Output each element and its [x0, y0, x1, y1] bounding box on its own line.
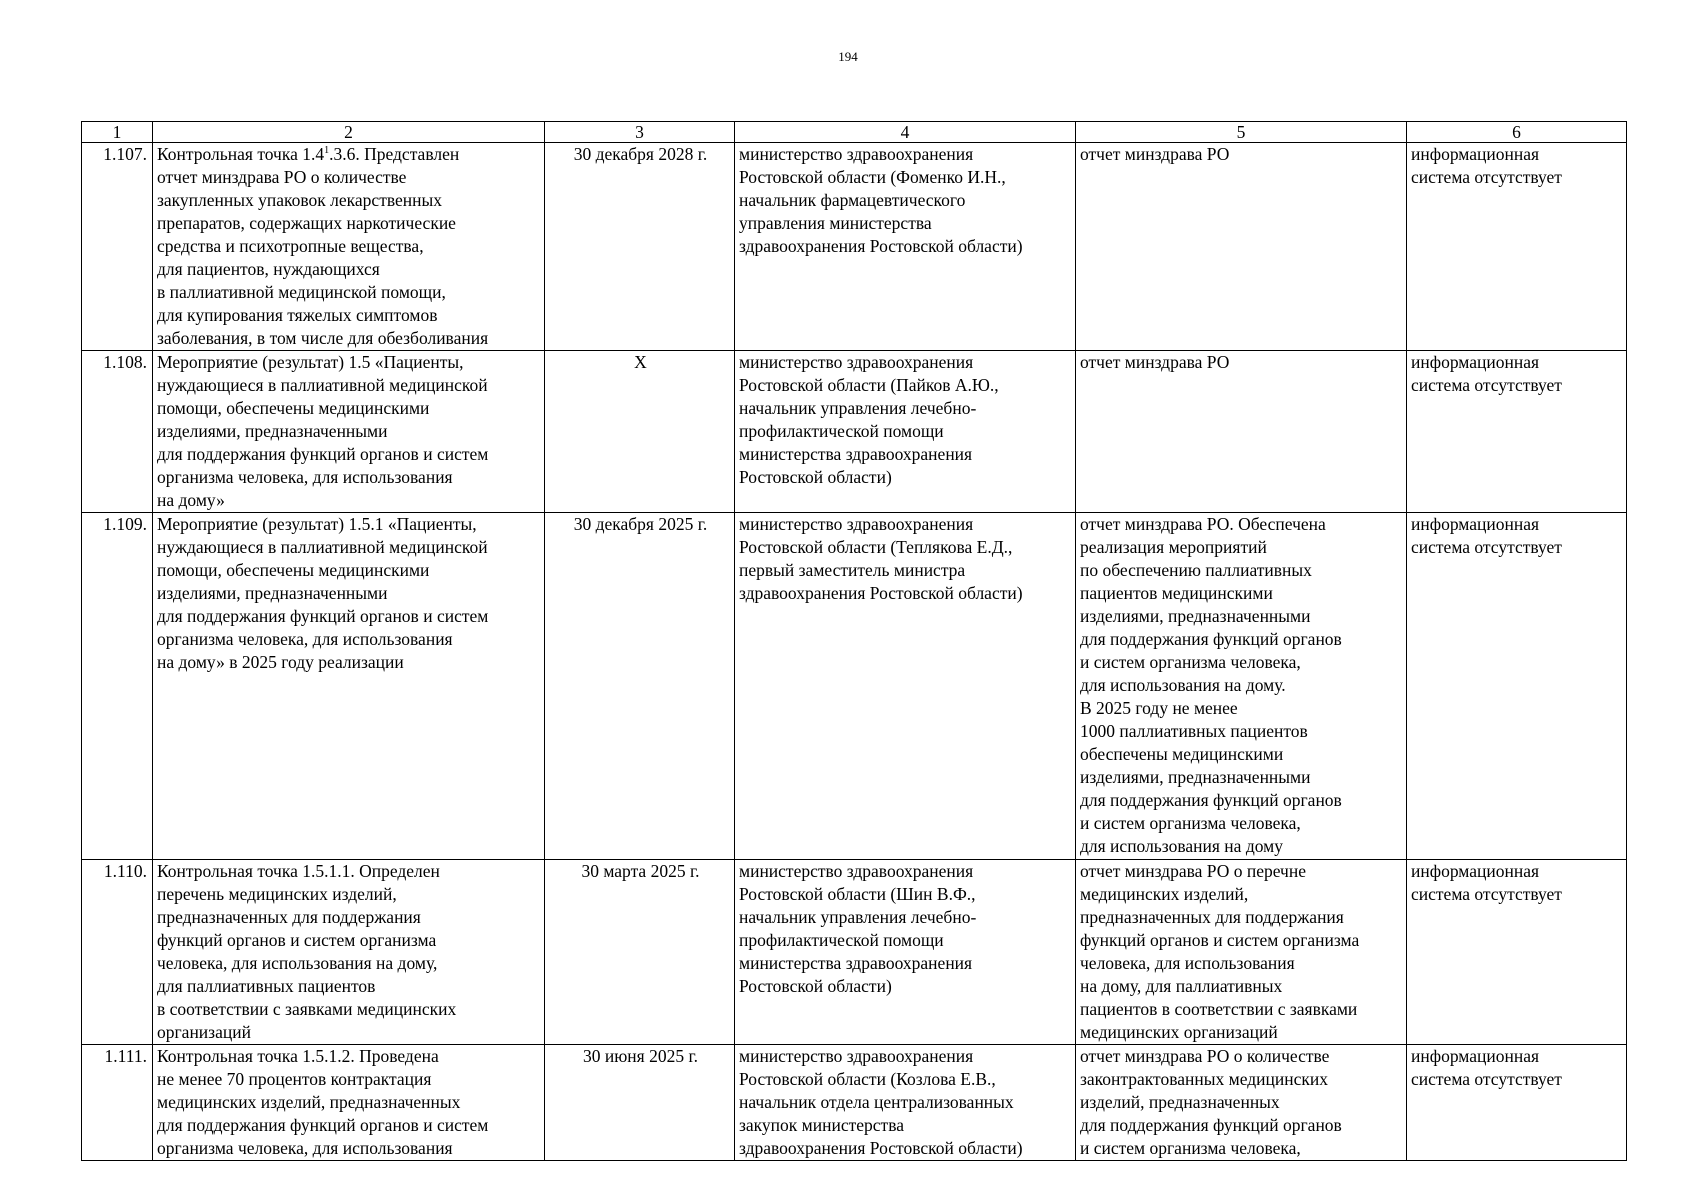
row-number: 1.109. — [82, 513, 153, 859]
table-row — [82, 351, 1627, 513]
responsible-executor: министерство здравоохранения Ростовской области (Теплякова Е.Д., первый заместитель министра здравоохранения Ростовской области) — [735, 513, 1076, 859]
responsible-executor: министерство здравоохранения Ростовской области (Шин В.Ф., начальник управления лечебно- профилактической помощи министерства здравоохранения Ростовской области) — [735, 859, 1076, 1044]
control-point-name — [153, 143, 545, 351]
confirming-document: отчет минздрава РО — [1076, 351, 1407, 513]
responsible-executor: министерство здравоохранения Ростовской области (Пайков А.Ю., начальник управления лечебно- профилактической помощи министерства здравоохранения Ростовской области) — [735, 351, 1076, 513]
control-point-name: Контрольная точка 1.5.1.2. Проведена не менее 70 процентов контрактация медицинских изделий, предназначенных для поддержания функций органов и систем организма человека, для использования — [153, 1044, 545, 1160]
name-text: Контрольная точка 1.4 — [157, 144, 325, 165]
deadline: X — [545, 351, 735, 513]
control-point-name: Мероприятие (результат) 1.5 «Пациенты, нуждающиеся в паллиативной медицинской помощи, обеспечены медицинскими изделиями, предназначенными для поддержания функций органов и систем организма человека, для использования на дому» — [153, 351, 545, 513]
column-number: 6 — [1407, 122, 1627, 143]
information-system: информационная система отсутствует — [1407, 1044, 1627, 1160]
page-number: 194 — [838, 49, 858, 64]
row-number: 1.108. — [82, 351, 153, 513]
information-system: информационная система отсутствует — [1407, 513, 1627, 859]
information-system: информационная система отсутствует — [1407, 143, 1627, 351]
plan-table — [81, 121, 1627, 1161]
row-number: 1.110. — [82, 859, 153, 1044]
table-row — [82, 143, 1627, 351]
confirming-document: отчет минздрава РО о перечне медицинских изделий, предназначенных для поддержания функций органов и систем организма человека, для использования на дому, для паллиативных пациентов в соответствии с заявками медицинских организаций — [1076, 859, 1407, 1044]
control-point-name: Контрольная точка 1.5.1.1. Определен перечень медицинских изделий, предназначенных для поддержания функций органов и систем организма человека, для использования на дому, для паллиативных пациентов в соответствии с заявками медицинских организаций — [153, 859, 545, 1044]
row-number: 1.107. — [82, 143, 153, 351]
row-number: 1.111. — [82, 1044, 153, 1160]
control-point-name: Мероприятие (результат) 1.5.1 «Пациенты, нуждающиеся в паллиативной медицинской помощи, обеспечены медицинскими изделиями, предназначенными для поддержания функций органов и систем организма человека, для использования на дому» в 2025 году реализации — [153, 513, 545, 859]
column-number: 2 — [153, 122, 545, 143]
table-row — [82, 859, 1627, 1044]
confirming-document: отчет минздрава РО о количестве законтрактованных медицинских изделий, предназначенных для поддержания функций органов и систем организма человека, — [1076, 1044, 1407, 1160]
information-system: информационная система отсутствует — [1407, 859, 1627, 1044]
name-text: .3.6. Представлен отчет минздрава РО о количестве закупленных упаковок лекарственных препаратов, содержащих наркотические средства и психотропные вещества, для пациентов, нуждающихся в паллиативной медицинской помощи, для купирования тяжелых симптомов заболевания, в том числе для обезболивания — [157, 144, 489, 349]
column-number: 3 — [545, 122, 735, 143]
confirming-document: отчет минздрава РО — [1076, 143, 1407, 351]
deadline: 30 июня 2025 г. — [545, 1044, 735, 1160]
table-row — [82, 513, 1627, 859]
information-system: информационная система отсутствует — [1407, 351, 1627, 513]
responsible-executor: министерство здравоохранения Ростовской области (Фоменко И.Н., начальник фармацевтического управления министерства здравоохранения Ростовской области) — [735, 143, 1076, 351]
confirming-document: отчет минздрава РО. Обеспечена реализация мероприятий по обеспечению паллиативных пациентов медицинскими изделиями, предназначенными для поддержания функций органов и систем организма человека, для использования на дому. В 2025 году не менее 1000 паллиативных пациентов обеспечены медицинскими изделиями, предназначенными для поддержания функций органов и систем организма человека, для использования на дому — [1076, 513, 1407, 859]
column-number: 1 — [82, 122, 153, 143]
table-row — [82, 1044, 1627, 1160]
deadline: 30 декабря 2028 г. — [545, 143, 735, 351]
deadline: 30 марта 2025 г. — [545, 859, 735, 1044]
column-number: 4 — [735, 122, 1076, 143]
column-number: 5 — [1076, 122, 1407, 143]
superscript: 1 — [324, 145, 330, 157]
deadline: 30 декабря 2025 г. — [545, 513, 735, 859]
column-number-row — [82, 122, 1627, 143]
responsible-executor: министерство здравоохранения Ростовской области (Козлова Е.В., начальник отдела централизованных закупок министерства здравоохранения Ростовской области) — [735, 1044, 1076, 1160]
